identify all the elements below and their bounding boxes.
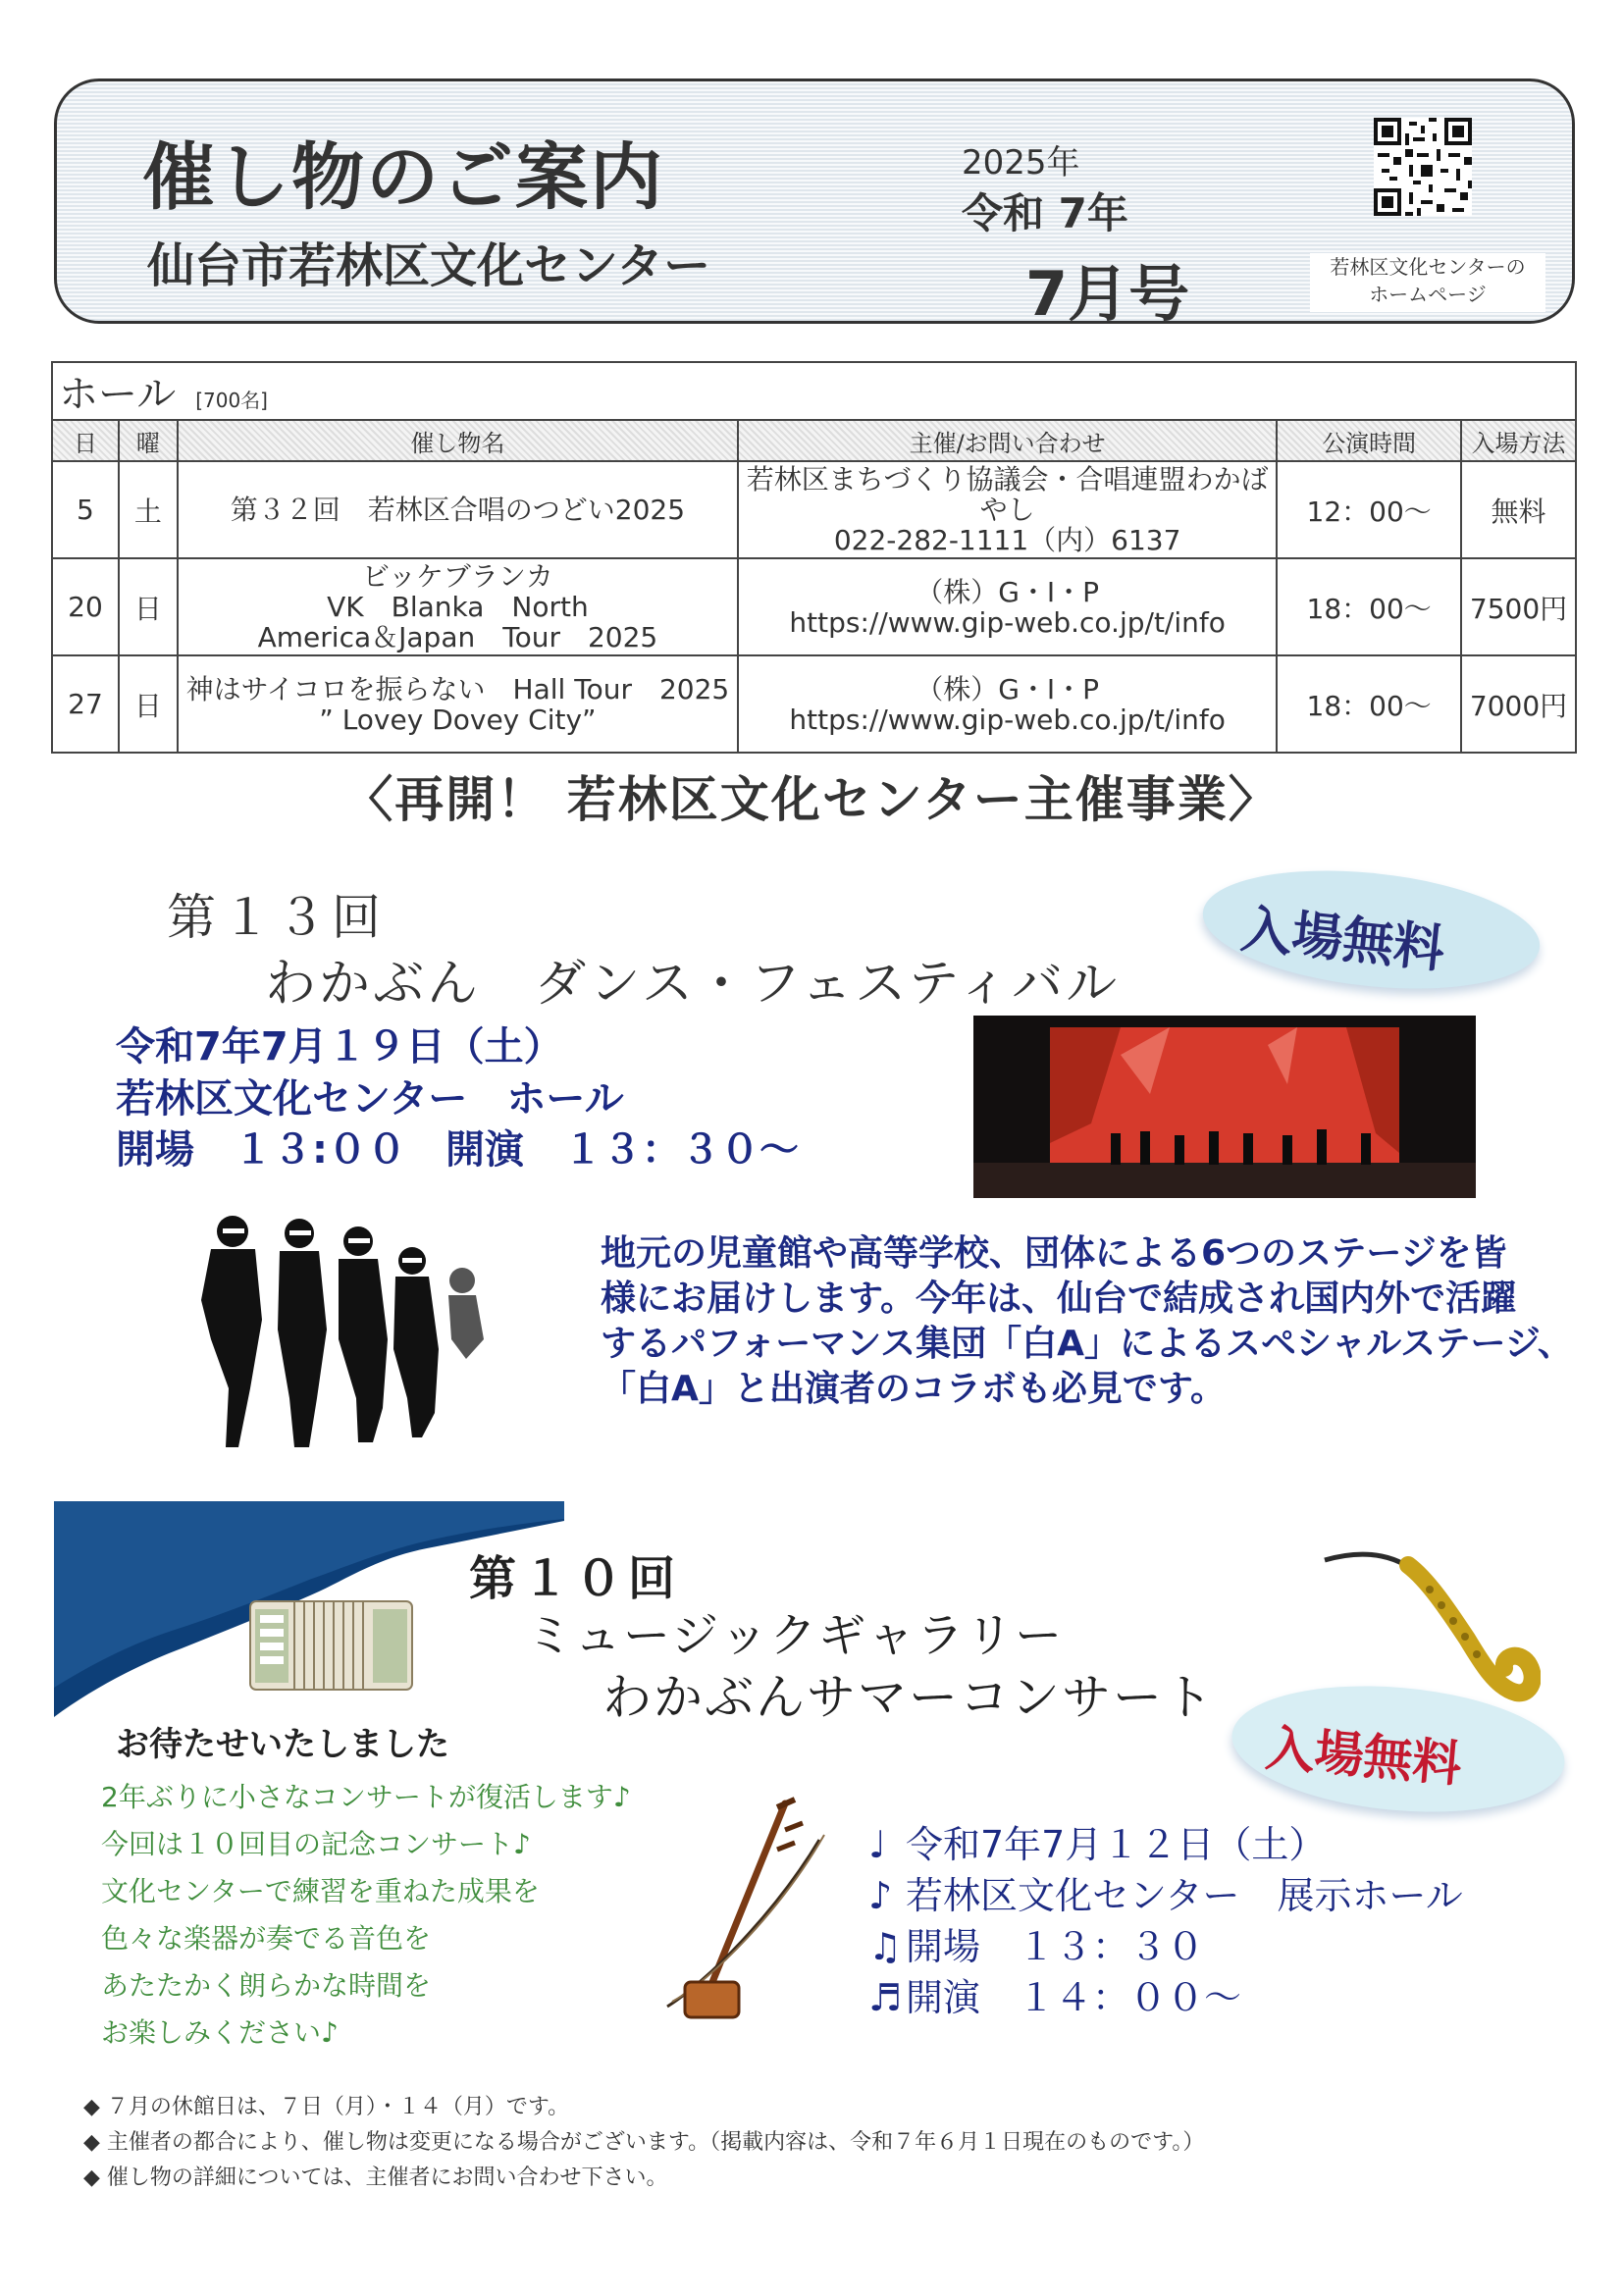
accordion-icon <box>240 1590 422 1702</box>
music-open-time: 開場 １３：３０ <box>906 1925 1205 1968</box>
page-title: 催し物のご案内 <box>142 135 664 220</box>
cell-event <box>178 461 738 558</box>
cell-weekday: 日 <box>119 558 178 655</box>
cell-day: 5 <box>52 461 119 558</box>
event-line: 神はサイコロを振らない Hall Tour 2025 <box>185 672 730 705</box>
stage-photo <box>973 1016 1476 1198</box>
description-line: 様にお届けします。今年は、仙台で結成され国内外で活躍 <box>601 1278 1517 1319</box>
column-header-weekday: 曜 <box>119 420 178 461</box>
music-note-icon: ♩ <box>868 1823 886 1866</box>
music-note-icon: ♫ <box>868 1925 903 1968</box>
column-header-day: 日 <box>52 420 119 461</box>
issue-year: 2025年 <box>962 143 1080 183</box>
contact-line: 若林区まちづくり協議会・合唱連盟わかばやし <box>746 463 1269 526</box>
cell-contact <box>738 655 1277 753</box>
event-line: VK Blanka North <box>327 591 589 623</box>
description-line: お楽しみください♪ <box>101 2016 339 2049</box>
dance-edition: 第１３回 <box>167 889 387 946</box>
cell-day: 20 <box>52 558 119 655</box>
table-row <box>52 461 1576 558</box>
hall-caption-label: ホール <box>59 372 177 417</box>
cell-entry: 無料 <box>1461 461 1576 558</box>
hall-schedule-table <box>51 361 1577 754</box>
music-description <box>101 1774 631 2057</box>
cell-time: 12：00～ <box>1277 461 1461 558</box>
cell-weekday: 土 <box>119 461 178 558</box>
event-line: ” Lovey Dovey City” <box>319 703 597 736</box>
music-note-icon: ♪ <box>868 1874 893 1917</box>
cell-entry: 7000円 <box>1461 655 1576 753</box>
cell-time: 18：00～ <box>1277 558 1461 655</box>
cell-event <box>178 558 738 655</box>
qr-label-line-1: 若林区文化センターの <box>1330 255 1526 279</box>
description-line: 文化センターで練習を重ねた成果を <box>101 1875 540 1907</box>
column-header-time: 公演時間 <box>1277 420 1461 461</box>
music-title-line-2: わかぶんサマーコンサート <box>602 1669 1215 1726</box>
contact-line: 022-282-1111（内）6137 <box>833 524 1181 556</box>
description-line: 今回は１０回目の記念コンサート♪ <box>101 1828 531 1860</box>
music-open-line <box>868 1921 1463 1972</box>
issue-reiwa: 令和 7年 <box>962 189 1128 237</box>
free-admission-badge: 入場無料 <box>1237 900 1448 980</box>
music-info <box>868 1819 1463 2023</box>
table-row <box>52 655 1576 753</box>
qr-label <box>1310 253 1545 312</box>
dancers-photo <box>172 1202 496 1459</box>
music-edition: 第１０回 <box>469 1551 682 1606</box>
cell-event <box>178 655 738 753</box>
music-date-line <box>868 1819 1463 1870</box>
description-line: あたたかく朗らかな時間を <box>101 1969 432 2002</box>
event-line: ビッケブランカ <box>361 560 553 593</box>
description-line: 色々な楽器が奏でる音色を <box>101 1922 432 1955</box>
event-line: America＆Japan Tour 2025 <box>257 621 658 653</box>
issue-month: 7月号 <box>1025 258 1190 330</box>
cell-contact <box>738 461 1277 558</box>
cell-day: 27 <box>52 655 119 753</box>
footnote: ◆ 催し物の詳細については、主催者にお問い合わせ下さい。 <box>83 2166 668 2190</box>
column-header-entry: 入場方法 <box>1461 420 1576 461</box>
music-date: 令和7年7月１２日（土） <box>906 1823 1327 1866</box>
dance-title: わかぶん ダンス・フェスティバル <box>265 955 1121 1014</box>
hall-capacity: [700名] <box>195 389 268 412</box>
music-venue: 若林区文化センター 展示ホール <box>906 1874 1463 1917</box>
dance-time: 開場 １３:００ 開演 １３：３０～ <box>116 1127 799 1173</box>
table-row <box>52 558 1576 655</box>
description-line: 「白A」と出演者のコラボも必見です。 <box>601 1369 1226 1409</box>
section-banner: 〈再開！ 若林区文化センター主催事業〉 <box>343 771 1280 828</box>
free-admission-badge: 入場無料 <box>1263 1719 1464 1794</box>
qr-code-icon[interactable] <box>1374 118 1472 216</box>
music-note-icon: ♬ <box>868 1976 903 2019</box>
music-title-line-1: ミュージックギャラリー <box>526 1608 1065 1663</box>
event-line: 第３２回 若林区合唱のつどい2025 <box>230 494 686 526</box>
footnote: ◆ 主催者の都合により、催し物は変更になる場合がございます。（掲載内容は、令和７年６月１日現在のものです。） <box>83 2130 1205 2155</box>
description-line: 2年ぶりに小さなコンサートが復活します♪ <box>101 1781 631 1813</box>
page-subtitle: 仙台市若林区文化センター <box>147 238 711 293</box>
column-header-contact: 主催/お問い合わせ <box>738 420 1277 461</box>
hall-caption <box>52 362 1576 420</box>
cell-weekday: 日 <box>119 655 178 753</box>
contact-link[interactable]: https://www.gip-web.co.jp/t/info <box>789 703 1226 736</box>
description-line: するパフォーマンス集団「白A」によるスペシャルステージ、 <box>601 1324 1573 1364</box>
column-header-event: 催し物名 <box>178 420 738 461</box>
cell-time: 18：00～ <box>1277 655 1461 753</box>
music-welcome: お待たせいたしました <box>116 1725 449 1764</box>
cell-contact <box>738 558 1277 655</box>
dance-date: 令和7年7月１９日（土） <box>116 1024 563 1070</box>
music-start-line <box>868 1972 1463 2023</box>
music-start-time: 開演 １４：００～ <box>906 1976 1242 2019</box>
erhu-icon <box>648 1796 864 2026</box>
footnotes <box>83 2090 1204 2196</box>
music-venue-line <box>868 1870 1463 1921</box>
contact-line: （株）G・I・P <box>916 672 1100 705</box>
contact-link[interactable]: https://www.gip-web.co.jp/t/info <box>789 605 1226 639</box>
dance-venue: 若林区文化センター ホール <box>116 1076 624 1122</box>
description-line: 地元の児童館や高等学校、団体による6つのステージを皆 <box>601 1233 1507 1274</box>
contact-line: （株）G・I・P <box>916 575 1100 608</box>
footnote: ◆ ７月の休館日は、７日（月）・１４（月）です。 <box>83 2095 570 2119</box>
qr-label-line-2: ホームページ <box>1369 283 1487 306</box>
dance-description <box>601 1231 1582 1412</box>
cell-entry: 7500円 <box>1461 558 1576 655</box>
